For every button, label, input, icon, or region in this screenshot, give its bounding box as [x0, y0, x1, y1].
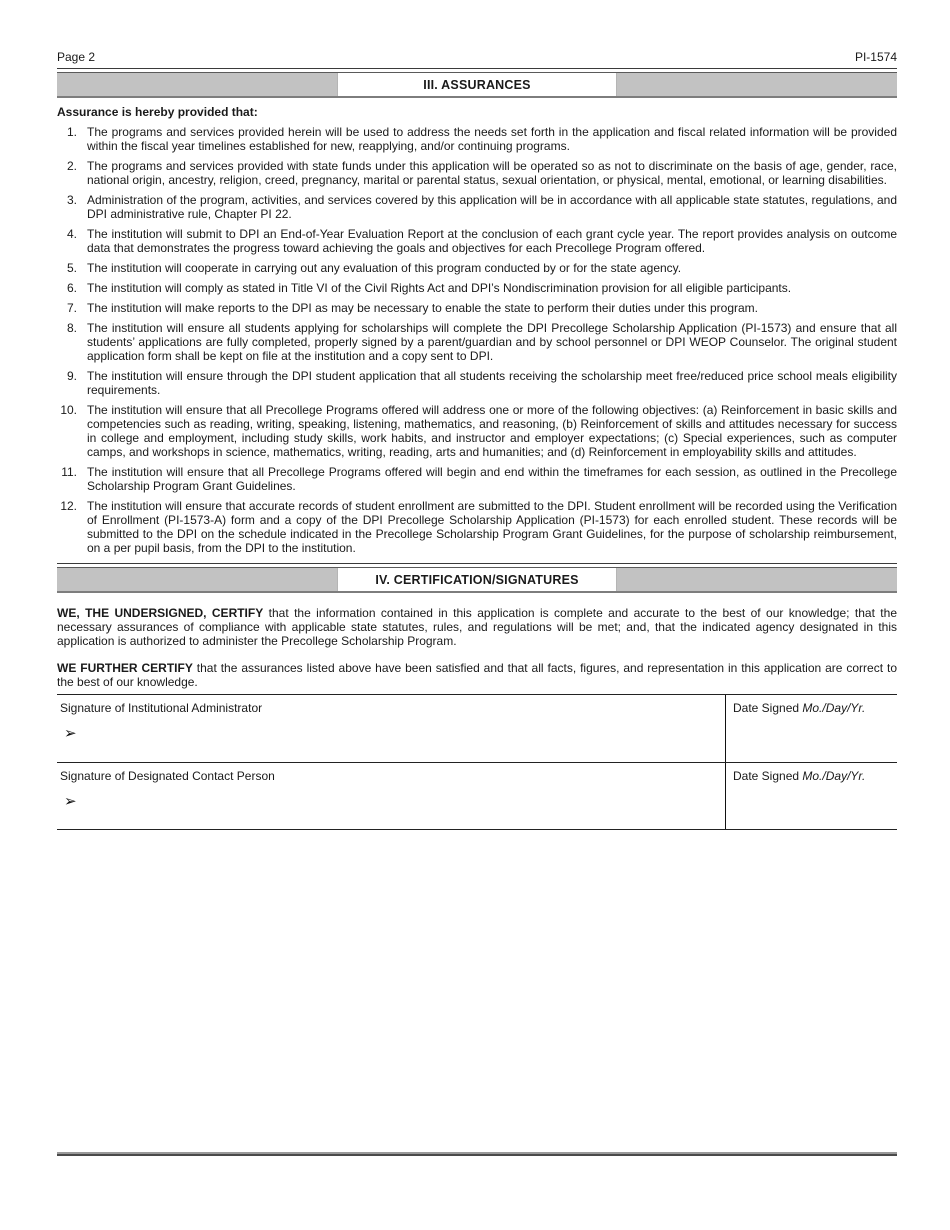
- item-text: The institution will comply as stated in Title VI of the Civil Rights Act and DPI’s Nondiscrimination provision for all eligible participants.: [87, 281, 792, 295]
- item-number: 9.: [66, 369, 77, 383]
- assurance-item-7: [57, 301, 897, 315]
- item-number: 11.: [61, 465, 77, 479]
- assurance-item-2: [57, 159, 897, 187]
- signature-field-administrator[interactable]: [57, 695, 726, 762]
- assurance-item-9: [57, 369, 897, 397]
- item-number: 10.: [60, 403, 77, 417]
- date-signed-field-administrator[interactable]: [726, 695, 897, 762]
- certify-text-1: that the information contained in this application is complete and accurate to the best of our knowledge; that the necessary assurances of compliance with applicable state statutes, rules, and regulations will be met; and, that the indicated agency designated in this application is authorized to administer the Precollege Scholarship Program.: [57, 606, 897, 648]
- item-text: The institution will ensure that all Precollege Programs offered will address one or more of the following objectives: (a) Reinforcement in basic skills and competencies such as reading, writing, speaking, listening, mathematics, and reasoning, (b) Reinforcement of skills and attitudes necessary for success in college and employment, including study skills, work habits, and instructor and employer expectations; (c) Special experiences, such as computer camps, and workshops in science, mathematics, writing, reading, arts and humanities; and (d) Reinforcement in employability skills and attitudes.: [87, 403, 897, 459]
- item-number: 6.: [66, 281, 77, 295]
- certify-lead-1: WE, THE UNDERSIGNED, CERTIFY: [57, 606, 264, 620]
- assurance-item-6: [57, 281, 897, 295]
- assurance-item-8: [57, 321, 897, 363]
- assurance-item-12: [57, 499, 897, 555]
- certify-text-2: that the assurances listed above have been satisfied and that all facts, figures, and representation in this application are correct to the best of our knowledge.: [57, 661, 897, 689]
- assurance-item-1: [57, 125, 897, 153]
- assurance-item-3: [57, 193, 897, 221]
- section-title-assurances: III. ASSURANCES: [337, 73, 617, 96]
- item-number: 2.: [66, 159, 77, 173]
- item-text: The programs and services provided herein will be used to address the needs set forth in the application and fiscal related information will be provided within the fiscal year timelines established for new, reapplying, and/or continuing programs.: [87, 125, 897, 153]
- item-text: The institution will cooperate in carrying out any evaluation of this program conducted by or for the state agency.: [87, 261, 682, 275]
- item-number: 7.: [66, 301, 77, 315]
- page-number-label: Page 2: [57, 50, 96, 64]
- certify-lead-2: WE FURTHER CERTIFY: [57, 661, 193, 675]
- section-divider: [57, 563, 897, 564]
- item-text: The institution will ensure that accurate records of student enrollment are submitted to the DPI. Student enrollment will be recorded using the Verification of Enrollment (PI-1573-A) form and a copy of the DPI Precollege Scholarship Application (PI-1573) for each enrolled student. These records will be submitted to the DPI on the schedule indicated in the Precollege Scholarship Program Grant Guidelines, for the purpose of scholarship reimbursement, on a per pupil basis, from the DPI to the institution.: [87, 499, 897, 555]
- section-banner-assurances: [57, 72, 897, 98]
- item-number: 4.: [66, 227, 77, 241]
- sign-here-arrow-icon: ➢: [64, 725, 77, 742]
- page-bottom-rule: [57, 1152, 897, 1156]
- page-header: [57, 50, 897, 69]
- assurance-item-10: [57, 403, 897, 459]
- signature-table: [57, 694, 897, 830]
- assurance-item-11: [57, 465, 897, 493]
- assurance-item-4: [57, 227, 897, 255]
- item-text: The institution will make reports to the DPI as may be necessary to enable the state to perform their duties under this program.: [87, 301, 758, 315]
- item-number: 3.: [66, 193, 77, 207]
- form-content: [57, 50, 897, 830]
- section-title-certification: IV. CERTIFICATION/SIGNATURES: [337, 568, 617, 591]
- sign-here-arrow-icon: ➢: [64, 793, 77, 810]
- section-banner-certification: [57, 567, 897, 593]
- certify-paragraph-2: [57, 661, 897, 689]
- item-number: 5.: [66, 261, 77, 275]
- item-text: Administration of the program, activities, and services covered by this application will be in accordance with all applicable state statutes, regulations, and DPI administrative rule, Chapter PI 22.: [87, 193, 897, 221]
- signature-row-contact-person: [57, 762, 897, 829]
- item-text: The institution will ensure all students applying for scholarships will complete the DPI Precollege Scholarship Application (PI-1573) and ensure that all students’ applications are fully completed, properly signed by a parent/guardian and by school personnel or DPI WEOP Counselor. The original student application form shall be kept on file at the institution and a copy sent to DPI.: [87, 321, 897, 363]
- signature-row-administrator: [57, 695, 897, 762]
- item-number: 1.: [66, 125, 77, 139]
- date-format-label: Mo./Day/Yr.: [802, 701, 866, 715]
- item-number: 8.: [66, 321, 77, 335]
- assurance-item-5: [57, 261, 897, 275]
- item-number: 12.: [60, 499, 77, 513]
- certify-paragraph-1: [57, 606, 897, 648]
- date-signed-label: Date Signed: [733, 769, 803, 783]
- form-number-label: PI-1574: [854, 50, 897, 64]
- date-signed-field-contact-person[interactable]: [726, 763, 897, 829]
- item-text: The institution will submit to DPI an End-of-Year Evaluation Report at the conclusion of each grant cycle year. The report provides analysis on outcome data that demonstrates the progress toward achieving the goals and objectives for each Precollege Program offered.: [87, 227, 897, 255]
- signature-field-contact-person[interactable]: [57, 763, 726, 829]
- date-signed-label: Date Signed: [733, 701, 803, 715]
- date-format-label: Mo./Day/Yr.: [802, 769, 866, 783]
- item-text: The institution will ensure through the DPI student application that all students receiving the scholarship meet free/reduced price school meals eligibility requirements.: [87, 369, 897, 397]
- item-text: The programs and services provided with state funds under this application will be operated so as not to discriminate on the basis of age, gender, race, national origin, ancestry, religion, creed, pregnancy, marital or parental status, sexual orientation, or physical, mental, emotional, or learning disabilities.: [87, 159, 897, 187]
- signature-label: Signature of Institutional Administrator: [60, 701, 263, 715]
- signature-label: Signature of Designated Contact Person: [60, 769, 275, 783]
- assurances-intro: Assurance is hereby provided that:: [57, 105, 258, 119]
- item-text: The institution will ensure that all Precollege Programs offered will begin and end within the timeframes for each session, as outlined in the Precollege Scholarship Program Grant Guidelines.: [87, 465, 897, 493]
